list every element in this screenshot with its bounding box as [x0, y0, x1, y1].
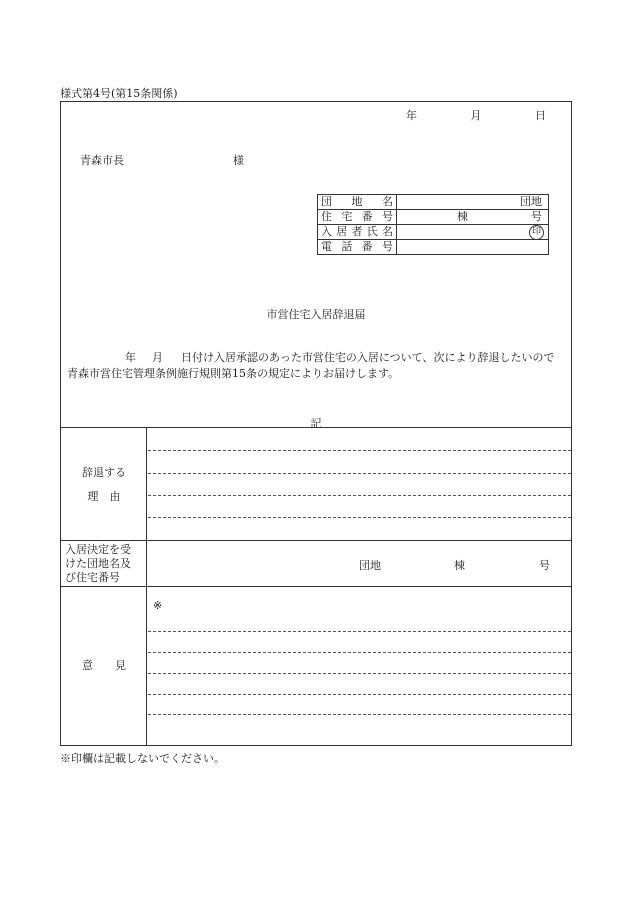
decided-housing-row — [61, 540, 571, 587]
reason-row — [61, 427, 571, 541]
document-title: 市営住宅入居辞退届 — [266, 308, 366, 321]
danchi-name-field[interactable] — [397, 195, 549, 210]
reason-header-cell — [61, 428, 147, 541]
opinion-label: 意 見 — [82, 659, 126, 672]
resident-name-field[interactable] — [397, 225, 549, 240]
danchi-name-label: 団 地 名 — [318, 195, 397, 210]
opinion-line[interactable] — [148, 673, 571, 674]
date-month: 月 — [470, 109, 482, 122]
resident-name-label: 入居者氏名 — [318, 225, 397, 240]
reason-line[interactable] — [148, 517, 571, 518]
opinion-header-cell — [61, 587, 147, 746]
decided-header-cell — [61, 541, 147, 587]
body-paragraph — [67, 350, 563, 382]
date-field[interactable] — [406, 107, 546, 123]
phone-number-label: 電 話 番 号 — [318, 240, 397, 255]
body-month: 月 — [152, 351, 163, 364]
reason-label-2: 理 由 — [87, 490, 121, 503]
form-frame — [60, 101, 572, 746]
opinion-line[interactable] — [148, 714, 571, 715]
table-row — [318, 225, 549, 240]
decided-label-line: び住宅番号 — [65, 571, 120, 584]
footnote: ※印欄は記載しないでください。 — [60, 752, 225, 765]
opinion-line[interactable] — [148, 631, 571, 632]
housing-number-field[interactable] — [397, 210, 549, 225]
decided-go-unit: 号 — [539, 559, 550, 572]
housing-number-label: 住 宅 番 号 — [318, 210, 397, 225]
decided-label-line: 入居決定を受 — [65, 543, 131, 556]
opinion-line[interactable] — [148, 652, 571, 653]
official-use-mark: ※ — [153, 599, 163, 612]
honorific: 様 — [233, 154, 244, 167]
opinion-row — [61, 586, 571, 746]
form-number-label: 様式第4号(第15条関係) — [60, 87, 178, 100]
reason-line[interactable] — [148, 495, 571, 496]
decided-label — [65, 543, 131, 585]
decided-danchi-unit: 団地 — [359, 559, 381, 572]
seal-icon: 印 — [529, 225, 544, 240]
addressee: 青森市長 — [80, 154, 124, 167]
go-unit: 号 — [531, 210, 542, 223]
applicant-info-table — [317, 194, 549, 255]
date-day: 日 — [535, 109, 546, 122]
body-year: 年 — [125, 351, 136, 364]
table-row — [318, 210, 549, 225]
decided-label-line: けた団地名及 — [65, 557, 131, 570]
body-text: 日付け入居承認のあった市営住宅の入居について、次により辞退したいので青森市営住宅管理条例施行規則第15条の規定によりお届けします。 — [67, 351, 555, 380]
reason-line[interactable] — [148, 450, 571, 451]
phone-number-field[interactable] — [397, 240, 549, 255]
reason-label-1: 辞退する — [82, 466, 126, 479]
opinion-line[interactable] — [148, 694, 571, 695]
table-row — [318, 195, 549, 210]
date-year: 年 — [406, 109, 417, 122]
table-row — [318, 240, 549, 255]
decided-mune-unit: 棟 — [454, 559, 465, 572]
danchi-unit: 団地 — [520, 195, 542, 208]
ki-heading: 記 — [310, 417, 322, 430]
mune-unit: 棟 — [457, 210, 468, 223]
reason-line[interactable] — [148, 473, 571, 474]
